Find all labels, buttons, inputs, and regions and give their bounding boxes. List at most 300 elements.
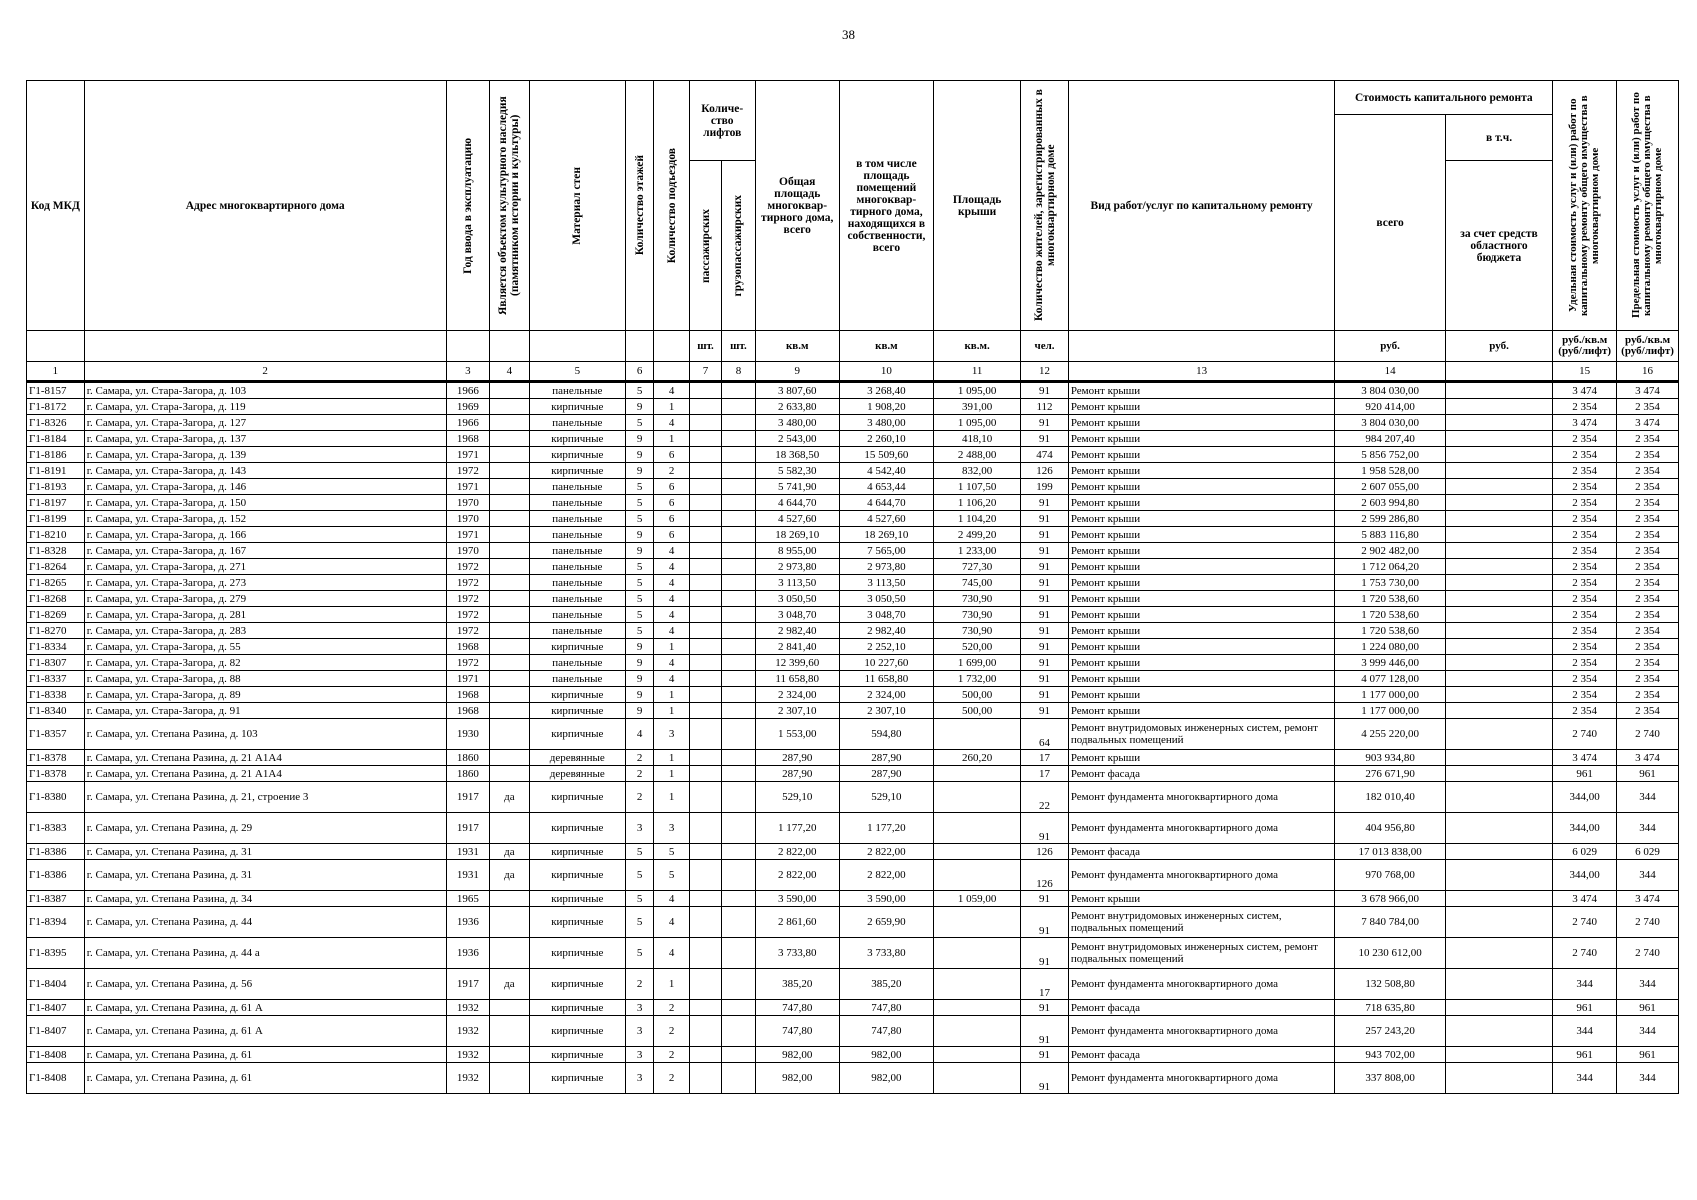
table-cell: Г1-8383 [27,813,85,844]
table-cell: Г1-8157 [27,382,85,399]
table-cell: Ремонт крыши [1068,639,1335,655]
header-lifts: Количе-ство лифтов [689,81,755,161]
table-cell: 1968 [446,431,490,447]
table-cell: деревянные [529,766,625,782]
table-cell: 6 [654,511,689,527]
table-cell: Ремонт фундамента многоквартирного дома [1068,969,1335,1000]
table-cell: 1 095,00 [934,415,1021,431]
unit-cost-total: руб. [1335,331,1445,362]
table-cell [1445,813,1552,844]
table-cell: Ремонт крыши [1068,891,1335,907]
table-row [27,844,1679,860]
table-cell: 2 354 [1553,671,1617,687]
table-cell: панельные [529,575,625,591]
table-row [27,813,1679,844]
table-cell [490,639,530,655]
table-cell: 1 [654,431,689,447]
table-cell [1445,687,1552,703]
table-cell: 7 565,00 [839,543,933,559]
table-cell: 4 [654,938,689,969]
table-cell: 91 [1021,1047,1069,1063]
table-cell: Ремонт крыши [1068,559,1335,575]
table-cell: 337 808,00 [1335,1063,1445,1094]
table-cell: Ремонт крыши [1068,431,1335,447]
column-number: 16 [1617,362,1679,382]
table-cell: 91 [1021,1063,1069,1094]
table-cell [934,938,1021,969]
table-cell: 9 [625,399,653,415]
header-walls: Материал стен [529,81,625,331]
table-cell [722,415,755,431]
table-cell: 1 [654,969,689,1000]
header-roof-area: Площадь крыши [934,81,1021,331]
header-lifts-pass: пассажирских [689,161,721,331]
table-cell: 2 354 [1617,575,1679,591]
table-cell: г. Самара, ул. Стара-Загора, д. 167 [84,543,446,559]
table-cell [934,844,1021,860]
table-cell [689,766,721,782]
table-cell: Ремонт фасада [1068,766,1335,782]
table-cell: 12 399,60 [755,655,839,671]
table-cell: Г1-8334 [27,639,85,655]
table-cell [1445,844,1552,860]
table-cell: 4 527,60 [755,511,839,527]
table-cell: 1 107,50 [934,479,1021,495]
table-cell: 4 [654,607,689,623]
table-cell: 2 822,00 [755,844,839,860]
table-cell: кирпичные [529,1047,625,1063]
table-cell: 18 269,10 [839,527,933,543]
table-cell [490,766,530,782]
table-cell: Ремонт крыши [1068,671,1335,687]
table-cell [934,1016,1021,1047]
table-cell: 3 733,80 [755,938,839,969]
table-cell: 2 354 [1553,687,1617,703]
table-cell: 2 354 [1617,607,1679,623]
table-cell: 1968 [446,687,490,703]
table-cell [934,969,1021,1000]
table-cell: 3 474 [1553,382,1617,399]
table-cell: 5 [625,860,653,891]
table-cell: г. Самара, ул. Стара-Загора, д. 150 [84,495,446,511]
header-entrances: Количество подъездов [654,81,689,331]
table-cell: да [490,782,530,813]
header-cost: Стоимость капитального ремонта [1335,81,1553,115]
table-cell: панельные [529,591,625,607]
table-cell [1445,511,1552,527]
table-cell: 1 720 538,60 [1335,607,1445,623]
table-cell: панельные [529,495,625,511]
table-cell: 2 354 [1553,575,1617,591]
table-cell: 91 [1021,575,1069,591]
table-cell [490,687,530,703]
table-cell: кирпичные [529,1000,625,1016]
table-cell [689,969,721,1000]
table-row [27,527,1679,543]
table-cell [722,431,755,447]
table-row [27,687,1679,703]
header-cost-incl: в т.ч. [1445,115,1552,161]
table-cell: г. Самара, ул. Стара-Загора, д. 283 [84,623,446,639]
table-cell [689,750,721,766]
table-cell [1445,431,1552,447]
table-cell [490,575,530,591]
table-cell: 730,90 [934,607,1021,623]
table-cell: 344 [1553,969,1617,1000]
table-cell: 91 [1021,415,1069,431]
table-cell: 10 227,60 [839,655,933,671]
table-cell: 3 590,00 [839,891,933,907]
table-cell: 2 354 [1553,703,1617,719]
table-row [27,399,1679,415]
table-cell: 2 354 [1553,623,1617,639]
table-row [27,891,1679,907]
table-cell: 2 [625,766,653,782]
table-cell: 3 113,50 [839,575,933,591]
table-cell: Ремонт крыши [1068,543,1335,559]
unit-roof-area: кв.м. [934,331,1021,362]
table-cell: 1860 [446,766,490,782]
table-cell: 2 354 [1553,527,1617,543]
table-cell [689,891,721,907]
table-cell: 1 177,20 [755,813,839,844]
table-cell [1445,750,1552,766]
table-cell: 126 [1021,844,1069,860]
table-cell: 2 354 [1553,511,1617,527]
table-cell [1445,415,1552,431]
table-cell: 2 354 [1553,495,1617,511]
table-cell: 2 354 [1553,447,1617,463]
table-cell: г. Самара, ул. Стара-Загора, д. 127 [84,415,446,431]
table-cell: 6 [654,447,689,463]
table-row [27,782,1679,813]
table-cell [722,559,755,575]
table-cell: 1 177,20 [839,813,933,844]
table-cell: 4 [654,415,689,431]
table-cell: Ремонт крыши [1068,463,1335,479]
table-cell: 961 [1617,766,1679,782]
table-cell: 91 [1021,687,1069,703]
table-cell: 7 840 784,00 [1335,907,1445,938]
table-cell: 344,00 [1553,782,1617,813]
table-row [27,907,1679,938]
table-cell [490,415,530,431]
table-cell [1445,891,1552,907]
table-cell [1445,591,1552,607]
table-cell: 18 269,10 [755,527,839,543]
table-cell: 2 354 [1553,543,1617,559]
table-row [27,447,1679,463]
table-cell: 2 [625,782,653,813]
table-cell: 91 [1021,382,1069,399]
table-cell: 1 699,00 [934,655,1021,671]
table-cell: 5 883 116,80 [1335,527,1445,543]
table-row [27,382,1679,399]
column-number: 8 [722,362,755,382]
table-cell: г. Самара, ул. Стара-Загора, д. 137 [84,431,446,447]
table-cell [1445,479,1552,495]
table-cell: Ремонт фундамента многоквартирного дома [1068,1016,1335,1047]
table-cell: 418,10 [934,431,1021,447]
table-cell: 4 542,40 [839,463,933,479]
table-cell: 3 048,70 [839,607,933,623]
column-number-row [27,362,1679,382]
table-cell [722,703,755,719]
table-cell: кирпичные [529,431,625,447]
table-cell: 287,90 [755,750,839,766]
table-cell: Г1-8191 [27,463,85,479]
table-cell [722,750,755,766]
table-cell: Ремонт крыши [1068,687,1335,703]
table-cell: 529,10 [755,782,839,813]
table-cell: Г1-8264 [27,559,85,575]
table-row [27,969,1679,1000]
table-cell: 3 474 [1617,750,1679,766]
table-cell [722,479,755,495]
table-cell [722,399,755,415]
table-cell: 5 [625,891,653,907]
table-cell [689,1047,721,1063]
table-cell: г. Самара, ул. Стара-Загора, д. 103 [84,382,446,399]
table-cell: г. Самара, ул. Стара-Загора, д. 271 [84,559,446,575]
table-cell: 1 [654,399,689,415]
table-cell: 9 [625,639,653,655]
table-cell: 3 480,00 [839,415,933,431]
table-cell: 5 [625,907,653,938]
table-cell [490,891,530,907]
table-cell: 1972 [446,559,490,575]
table-cell [689,655,721,671]
table-cell: 3 474 [1617,415,1679,431]
table-cell [722,938,755,969]
table-cell: 344,00 [1553,813,1617,844]
column-number: 15 [1553,362,1617,382]
table-cell: 1 [654,687,689,703]
table-cell [1445,447,1552,463]
column-number: 5 [529,362,625,382]
table-cell: 2 354 [1553,479,1617,495]
unit-area-total: кв.м [755,331,839,362]
table-cell [490,655,530,671]
table-cell: 2 902 482,00 [1335,543,1445,559]
table-cell: Г1-8380 [27,782,85,813]
table-cell: 404 956,80 [1335,813,1445,844]
table-cell: 91 [1021,607,1069,623]
table-cell: 2 599 286,80 [1335,511,1445,527]
table-cell [1445,639,1552,655]
table-cell [689,907,721,938]
table-cell: Г1-8184 [27,431,85,447]
table-cell: 4 527,60 [839,511,933,527]
table-cell: 961 [1617,1047,1679,1063]
table-cell: 727,30 [934,559,1021,575]
table-cell [722,844,755,860]
table-cell: г. Самара, ул. Стара-Загора, д. 89 [84,687,446,703]
column-number: 13 [1068,362,1335,382]
table-cell: 287,90 [755,766,839,782]
table-cell: 961 [1553,766,1617,782]
table-cell: 2 603 994,80 [1335,495,1445,511]
table-cell: 91 [1021,655,1069,671]
table-cell: Ремонт внутридомовых инженерных систем, ремонт подвальных помещений [1068,938,1335,969]
table-cell: 747,80 [839,1016,933,1047]
table-cell [490,382,530,399]
table-cell [490,623,530,639]
table-cell: 984 207,40 [1335,431,1445,447]
table-cell: 5 [625,575,653,591]
column-number: 10 [839,362,933,382]
table-cell: Ремонт крыши [1068,607,1335,623]
table-cell: панельные [529,511,625,527]
table-cell [722,860,755,891]
table-cell: г. Самара, ул. Степана Разина, д. 31 [84,844,446,860]
table-cell: 1 177 000,00 [1335,703,1445,719]
table-cell [1445,495,1552,511]
table-row [27,639,1679,655]
table-cell: 2 740 [1617,907,1679,938]
table-cell [490,559,530,575]
table-cell: 5 [625,623,653,639]
table-cell: г. Самара, ул. Стара-Загора, д. 119 [84,399,446,415]
table-row [27,415,1679,431]
table-cell: 1 224 080,00 [1335,639,1445,655]
table-row [27,703,1679,719]
table-cell: 9 [625,431,653,447]
table-cell: 1 177 000,00 [1335,687,1445,703]
table-cell: 961 [1617,1000,1679,1016]
table-cell: Г1-8378 [27,766,85,782]
table-cell: Г1-8265 [27,575,85,591]
table-cell: Ремонт крыши [1068,479,1335,495]
table-cell: 5 [654,860,689,891]
table-cell [722,527,755,543]
table-cell: Г1-8326 [27,415,85,431]
table-cell: 1936 [446,907,490,938]
table-cell: 4 [654,671,689,687]
table-cell: 529,10 [839,782,933,813]
table-cell: 287,90 [839,750,933,766]
table-cell: 903 934,80 [1335,750,1445,766]
table-cell: 6 029 [1617,844,1679,860]
table-row [27,938,1679,969]
table-cell: 3 474 [1553,750,1617,766]
table-cell: 4 653,44 [839,479,933,495]
table-cell: 4 [654,623,689,639]
table-cell: 91 [1021,813,1069,844]
header-max-cost: Предельная стоимость услуг и (или) работ по капитальному ремонту общего имущества в многоквартирном доме [1617,81,1679,331]
table-cell: 3 807,60 [755,382,839,399]
table-cell: 500,00 [934,703,1021,719]
table-cell: 6 [654,527,689,543]
table-cell [1445,655,1552,671]
table-cell [689,447,721,463]
table-cell: г. Самара, ул. Стара-Загора, д. 273 [84,575,446,591]
unit-lifts-pass: шт. [689,331,721,362]
table-cell: 2 354 [1617,447,1679,463]
table-cell: 2 [654,1063,689,1094]
table-cell: г. Самара, ул. Стара-Загора, д. 166 [84,527,446,543]
table-cell: 5 [625,591,653,607]
table-row [27,463,1679,479]
table-cell: 5 856 752,00 [1335,447,1445,463]
table-cell: 112 [1021,399,1069,415]
table-cell: 2 354 [1617,559,1679,575]
table-cell [490,543,530,559]
table-cell [689,607,721,623]
table-cell: г. Самара, ул. Степана Разина, д. 21 А1А4 [84,766,446,782]
table-cell: 6 [654,479,689,495]
table-cell [490,1047,530,1063]
table-cell: кирпичные [529,1063,625,1094]
table-cell: Ремонт крыши [1068,447,1335,463]
table-cell: 91 [1021,1016,1069,1047]
table-cell: 3 [625,1000,653,1016]
table-cell: 3 678 966,00 [1335,891,1445,907]
table-cell [689,463,721,479]
table-cell [490,431,530,447]
table-cell: 3 474 [1553,891,1617,907]
table-cell: 1 [654,766,689,782]
table-cell: да [490,844,530,860]
table-cell: 1 059,00 [934,891,1021,907]
table-cell: 5 [625,511,653,527]
table-cell: Г1-8407 [27,1000,85,1016]
table-cell: г. Самара, ул. Степана Разина, д. 61 А [84,1000,446,1016]
table-cell [934,719,1021,750]
table-cell: 2 354 [1617,703,1679,719]
table-cell: 4 255 220,00 [1335,719,1445,750]
table-cell [689,1000,721,1016]
table-cell [722,1000,755,1016]
table-cell [689,844,721,860]
table-cell: 1 [654,703,689,719]
table-cell: 920 414,00 [1335,399,1445,415]
table-cell: г. Самара, ул. Стара-Загора, д. 279 [84,591,446,607]
table-cell: 1968 [446,703,490,719]
table-cell: 4 [654,575,689,591]
table-cell: 1932 [446,1016,490,1047]
table-cell: 1971 [446,527,490,543]
table-cell: г. Самара, ул. Стара-Загора, д. 55 [84,639,446,655]
table-cell: Ремонт фундамента многоквартирного дома [1068,1063,1335,1094]
table-cell: Г1-8199 [27,511,85,527]
table-cell: 260,20 [934,750,1021,766]
table-cell [689,495,721,511]
table-cell [689,623,721,639]
table-cell: г. Самара, ул. Степана Разина, д. 56 [84,969,446,1000]
table-cell: 91 [1021,495,1069,511]
column-number [654,362,689,382]
table-cell [722,511,755,527]
table-cell: кирпичные [529,1016,625,1047]
table-row [27,671,1679,687]
table-cell: г. Самара, ул. Степана Разина, д. 103 [84,719,446,750]
table-cell: 1 753 730,00 [1335,575,1445,591]
table-cell [722,687,755,703]
table-cell [722,671,755,687]
table-cell: кирпичные [529,639,625,655]
table-cell: 730,90 [934,591,1021,607]
table-cell: 1972 [446,575,490,591]
table-cell [490,907,530,938]
table-cell: 961 [1553,1047,1617,1063]
table-cell: 1968 [446,639,490,655]
table-cell: 1972 [446,623,490,639]
table-cell: 391,00 [934,399,1021,415]
table-cell: г. Самара, ул. Стара-Загора, д. 146 [84,479,446,495]
table-cell: 126 [1021,463,1069,479]
table-cell: г. Самара, ул. Степана Разина, д. 61 [84,1047,446,1063]
